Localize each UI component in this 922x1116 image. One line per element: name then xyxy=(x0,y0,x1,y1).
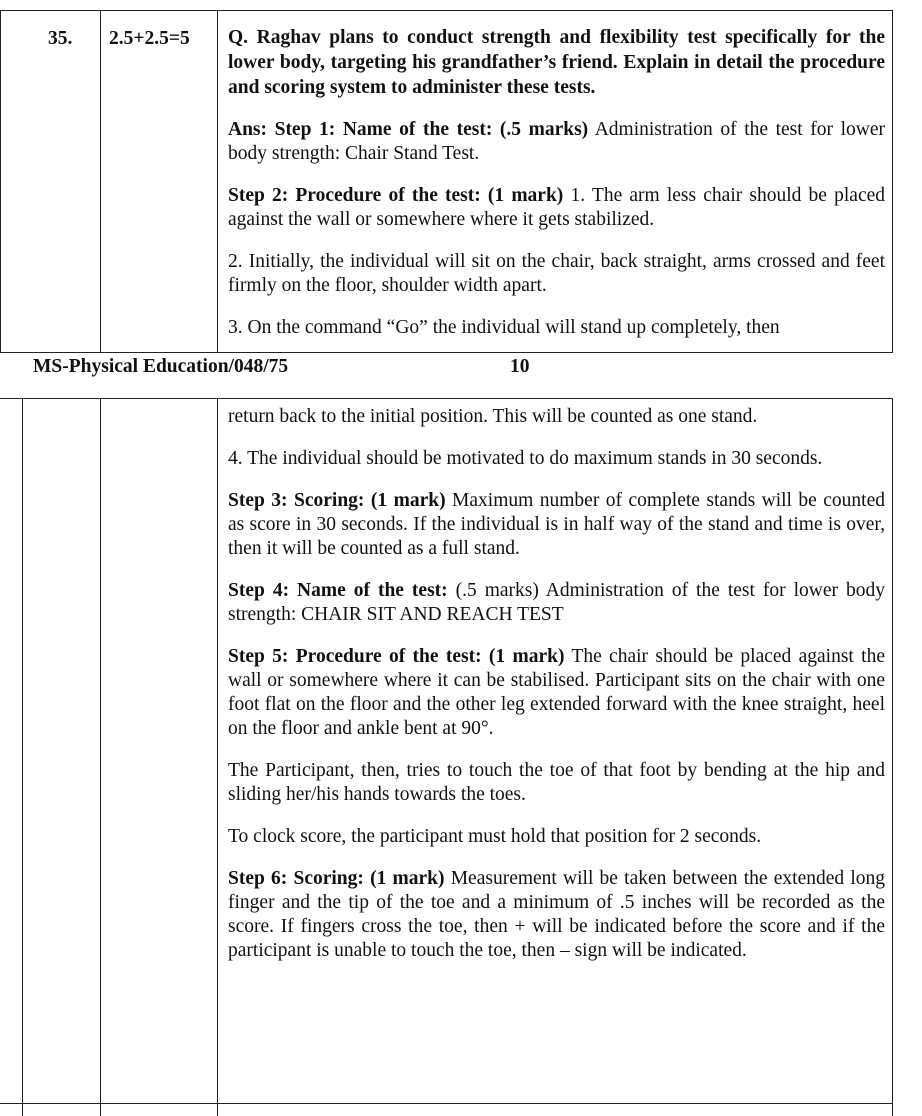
answer-step-2 xyxy=(228,184,885,232)
table-border-col1 xyxy=(100,398,101,1116)
question-marks: 2.5+2.5=5 xyxy=(109,28,190,49)
step-4-heading: Step 4: Name of the test: xyxy=(228,580,448,601)
answer-step-4 xyxy=(228,579,885,627)
table-border-left xyxy=(0,10,1,353)
procedure-point-3: 3. On the command “Go” the individual will stand up completely, then xyxy=(228,317,780,338)
table-top-border xyxy=(0,10,893,11)
step-1-heading: Ans: Step 1: Name of the test: (.5 marks) xyxy=(228,119,589,140)
answer-content-page-2 xyxy=(228,405,885,963)
participant-paragraph: The Participant, then, tries to touch the toe of that foot by bending at the hip and sliding her/his hands towards the toes. xyxy=(228,760,885,805)
step-2-text: 1. The arm less chair should be placed against the wall or somewhere where it gets stabilized. xyxy=(228,185,886,230)
answer-step-3 xyxy=(228,489,885,561)
procedure-point-2: 2. Initially, the individual will sit on the chair, back straight, arms crossed and feet firmly on the floor, shoulder width apart. xyxy=(228,251,885,296)
footer-code: MS-Physical Education/048/75 xyxy=(33,356,289,377)
table-border-col2 xyxy=(217,398,218,1116)
step-3-heading: Step 3: Scoring: (1 mark) xyxy=(228,490,446,511)
table-border-col2 xyxy=(217,10,218,353)
answer-table-page-1 xyxy=(0,0,893,353)
table-border-left xyxy=(22,398,23,1116)
step-6-text: Measurement will be taken between the extended long finger and the tip of the toe and a minimum of .5 inches will be recorded as the score. If fingers cross the toe, then + will be indicated before the score and if the participant is unable to touch the toe, then – sign will be indicated. xyxy=(228,868,886,961)
step-1-text: Administration of the test for lower body strength: Chair Stand Test. xyxy=(228,119,885,164)
footer-page-number: 10 xyxy=(510,356,530,377)
clock-score-paragraph: To clock score, the participant must hold that position for 2 seconds. xyxy=(228,826,762,847)
table-row-divider xyxy=(0,1103,893,1104)
step-3-text: Maximum number of complete stands will be counted as score in 30 seconds. If the individual is in half way of the stand and time is over, then it will be counted as a full stand. xyxy=(228,490,885,559)
answer-step-5 xyxy=(228,645,885,741)
table-border-col1 xyxy=(100,10,101,353)
step-6-heading: Step 6: Scoring: (1 mark) xyxy=(228,868,445,889)
answer-table-page-2 xyxy=(0,398,893,1116)
table-top-left-stub xyxy=(22,398,893,399)
answer-step-6 xyxy=(228,867,885,963)
table-border-right xyxy=(892,10,893,353)
step-5-text: The chair should be placed against the wall or somewhere where it can be stabilised. Participant sits on the chair with one foot flat on the floor and the other leg extended forward with the knee straight, heel on the floor and ankle bent at 90°. xyxy=(228,646,885,739)
step-5-heading: Step 5: Procedure of the test: (1 mark) xyxy=(228,646,565,667)
answer-content-page-1 xyxy=(228,25,885,340)
question-text: Q. Raghav plans to conduct strength and flexibility test specifically for the lower body, targeting his grandfather’s friend. Explain in detail the procedure and scoring system to administer these tests. xyxy=(228,27,885,98)
step-2-heading: Step 2: Procedure of the test: (1 mark) xyxy=(228,185,564,206)
table-border-right xyxy=(892,398,893,1116)
procedure-point-4: 4. The individual should be motivated to do maximum stands in 30 seconds. xyxy=(228,448,823,469)
step-4-text: (.5 marks) Administration of the test for lower body strength: CHAIR SIT AND REACH TEST xyxy=(228,580,885,625)
answer-step-1 xyxy=(228,118,885,166)
question-number: 35. xyxy=(48,28,73,49)
procedure-point-3-cont: return back to the initial position. This will be counted as one stand. xyxy=(228,406,758,427)
table-bottom-border xyxy=(0,352,893,353)
